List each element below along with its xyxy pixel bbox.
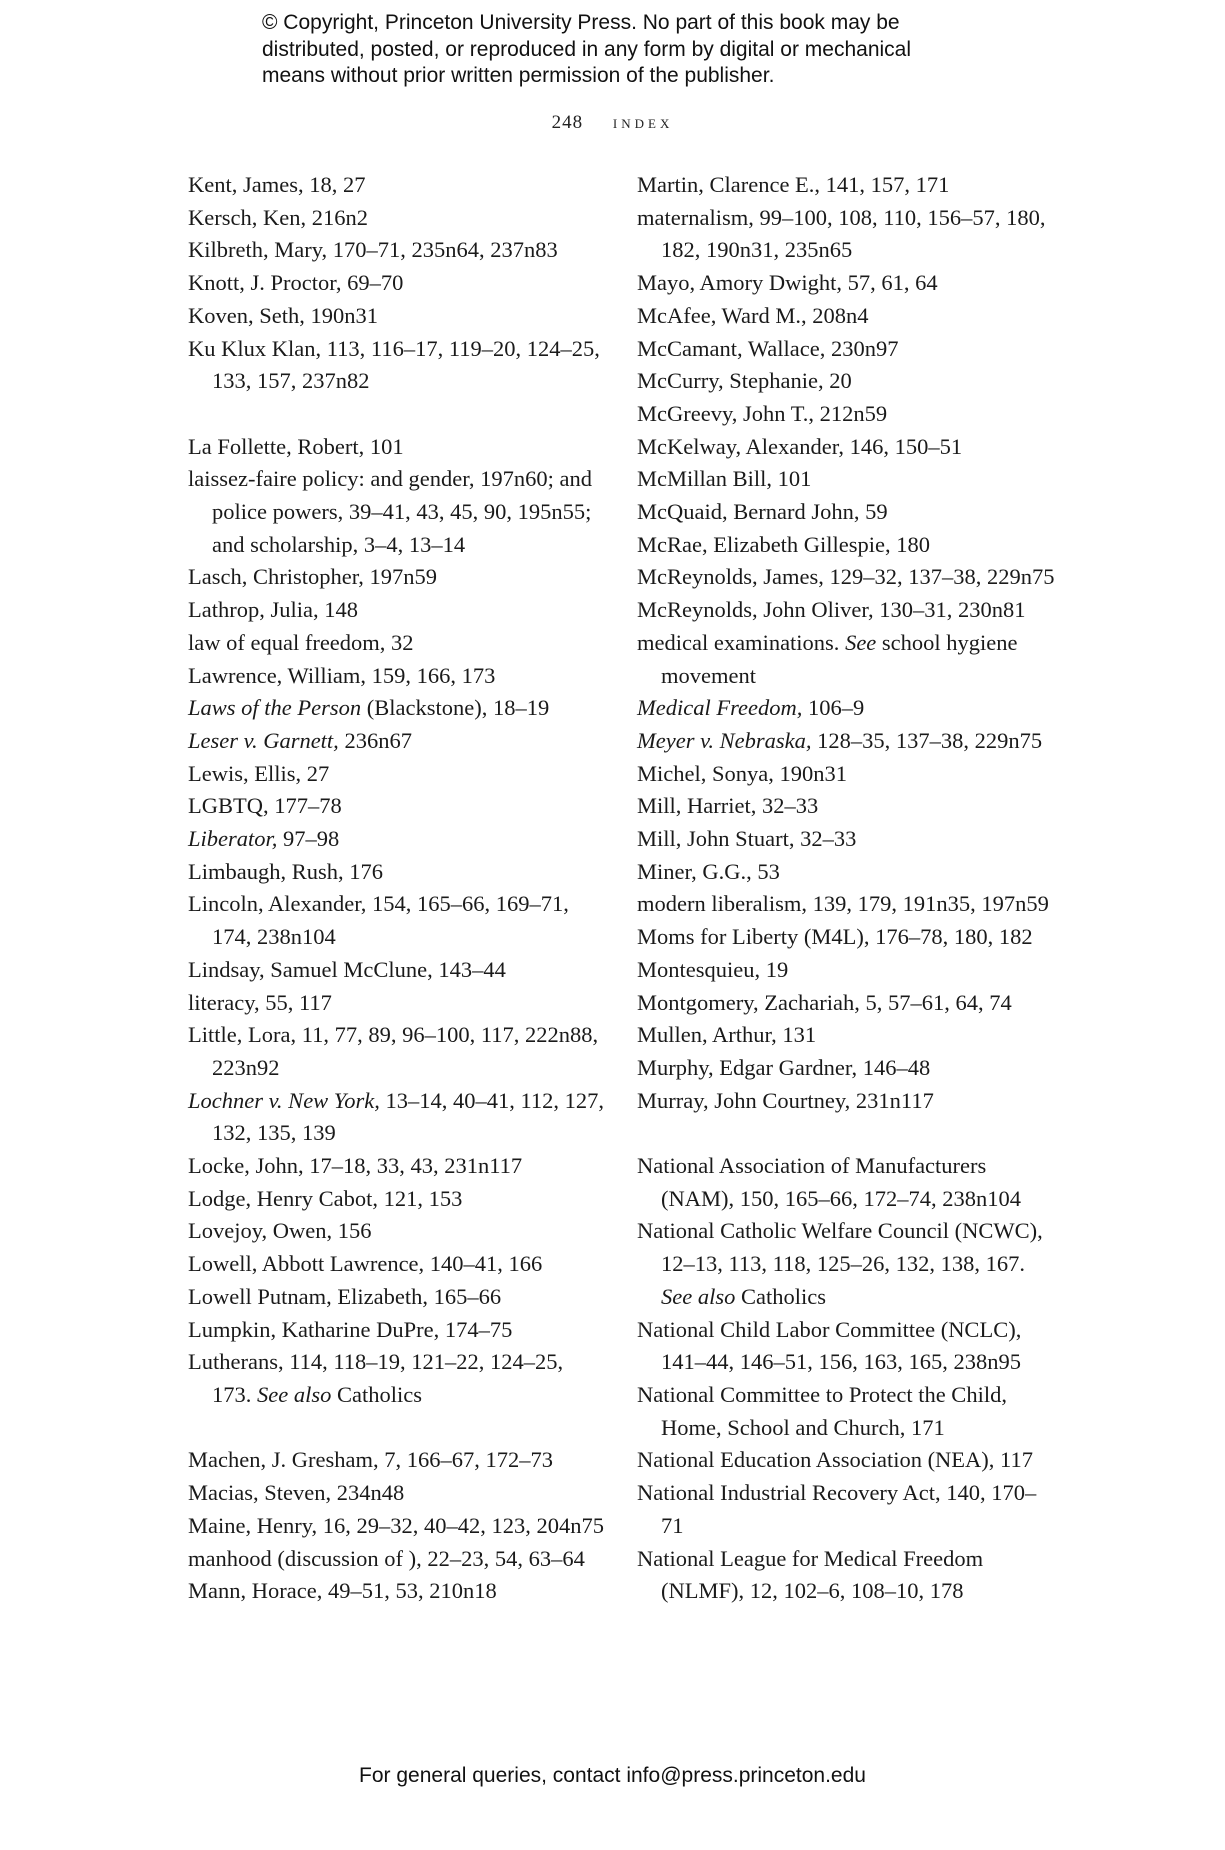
index-entry-text: Lumpkin, Katharine DuPre, 174–75 — [188, 1316, 513, 1342]
index-entry — [637, 1215, 1057, 1313]
index-entry-text: Lasch, Christopher, 197n59 — [188, 564, 438, 590]
index-column-right — [637, 169, 1057, 1608]
index-entry — [637, 921, 1057, 954]
index-entry — [188, 1281, 608, 1314]
index-entry-text: modern liberalism, 139, 179, 191n35, 197n59 — [637, 891, 1049, 917]
index-entry-text: McCamant, Wallace, 230n97 — [637, 335, 899, 361]
index-column-left — [188, 169, 608, 1608]
index-entry — [637, 561, 1057, 594]
index-entry-text: literacy, 55, 117 — [188, 989, 332, 1015]
index-entry-italic: See also — [257, 1382, 332, 1407]
index-entry-text: National Education Association (NEA), 117 — [637, 1447, 1033, 1473]
index-entry — [637, 300, 1057, 333]
index-entry-text: Locke, John, 17–18, 33, 43, 231n117 — [188, 1153, 523, 1179]
index-entry-italic: Medical Freedom, — [637, 695, 803, 721]
index-entry-text: law of equal freedom, 32 — [188, 629, 414, 655]
letter-group-gap — [188, 398, 608, 431]
index-entry-text: medical examinations. — [637, 629, 846, 655]
index-entry — [188, 594, 608, 627]
index-entry-text: McReynolds, James, 129–32, 137–38, 229n75 — [637, 564, 1055, 590]
index-entry — [188, 300, 608, 333]
index-entry-text: Lindsay, Samuel McClune, 143–44 — [188, 956, 506, 982]
index-entry-text: Lawrence, William, 159, 166, 173 — [188, 662, 496, 688]
index-entry-text: 128–35, 137–38, 229n75 — [811, 727, 1043, 753]
copyright-line-1: © Copyright, Princeton University Press. No part of this book may be — [262, 11, 900, 34]
index-entry — [188, 1183, 608, 1216]
index-entry — [637, 1543, 1057, 1608]
section-title: index — [612, 112, 674, 133]
index-entry — [637, 1052, 1057, 1085]
index-entry-text: Murray, John Courtney, 231n117 — [637, 1087, 934, 1113]
index-entry — [188, 463, 608, 561]
index-entry-text: McQuaid, Bernard John, 59 — [637, 499, 888, 525]
index-entry-italic: Leser v. Garnett, — [188, 727, 339, 753]
index-entry — [188, 1085, 608, 1150]
index-entry — [637, 1379, 1057, 1444]
index-entry — [637, 202, 1057, 267]
index-entry — [188, 1346, 608, 1411]
index-entry — [188, 823, 608, 856]
index-entry-text: Knott, J. Proctor, 69–70 — [188, 270, 404, 296]
index-entry — [188, 660, 608, 693]
index-entry — [188, 1444, 608, 1477]
index-entry — [637, 725, 1057, 758]
index-entry — [188, 1575, 608, 1608]
index-entry — [637, 758, 1057, 791]
index-entry — [188, 333, 608, 398]
index-entry — [637, 954, 1057, 987]
index-entry — [188, 1248, 608, 1281]
index-entry — [637, 267, 1057, 300]
index-entry-text: Lowell, Abbott Lawrence, 140–41, 166 — [188, 1251, 543, 1277]
index-entry — [637, 823, 1057, 856]
page-number: 248 — [551, 112, 584, 133]
index-entry-text: Montgomery, Zachariah, 5, 57–61, 64, 74 — [637, 989, 1012, 1015]
index-entry-text: Koven, Seth, 190n31 — [188, 302, 378, 328]
index-entry — [637, 529, 1057, 562]
index-entry — [637, 1085, 1057, 1118]
index-entry-text: Lodge, Henry Cabot, 121, 153 — [188, 1185, 463, 1211]
index-entry — [637, 856, 1057, 889]
index-entry — [188, 1019, 608, 1084]
index-entry — [637, 1019, 1057, 1052]
index-entry-text: National Committee to Protect the Child, Home, School and Church, 171 — [637, 1382, 1007, 1440]
index-entry-text: McRae, Elizabeth Gillespie, 180 — [637, 531, 931, 557]
index-entry-text: LGBTQ, 177–78 — [188, 793, 342, 819]
index-entry — [188, 1215, 608, 1248]
index-entry — [637, 398, 1057, 431]
index-entry — [637, 333, 1057, 366]
index-entry — [637, 790, 1057, 823]
index-entry-text: Lewis, Ellis, 27 — [188, 760, 330, 786]
index-entry — [637, 1477, 1057, 1542]
index-entry — [188, 1477, 608, 1510]
index-entry-text: National Industrial Recovery Act, 140, 170–71 — [637, 1480, 1037, 1538]
index-entry-text: Kersch, Ken, 216n2 — [188, 204, 368, 230]
index-entry-text: maternalism, 99–100, 108, 110, 156–57, 180, 182, 190n31, 235n65 — [637, 204, 1046, 263]
index-entry-text: McCurry, Stephanie, 20 — [637, 368, 852, 394]
index-entry — [637, 692, 1057, 725]
copyright-notice — [262, 10, 1002, 90]
index-entry-text: Lincoln, Alexander, 154, 165–66, 169–71, 174, 238n104 — [188, 891, 569, 950]
index-entry-text: Little, Lora, 11, 77, 89, 96–100, 117, 222n88, 223n92 — [188, 1022, 599, 1080]
index-entry-text: Kilbreth, Mary, 170–71, 235n64, 237n83 — [188, 237, 558, 263]
index-entry-text: McAfee, Ward M., 208n4 — [637, 302, 869, 328]
index-entry — [637, 1314, 1057, 1379]
index-entry — [188, 627, 608, 660]
index-entry — [188, 202, 608, 235]
running-head — [0, 112, 1225, 134]
index-entry-text: Martin, Clarence E., 141, 157, 171 — [637, 172, 950, 197]
index-entry — [188, 987, 608, 1020]
index-entry — [637, 365, 1057, 398]
index-entry-text: school hygiene movement — [661, 629, 1018, 688]
index-entry-text: Mill, Harriet, 32–33 — [637, 793, 819, 819]
index-entry — [188, 1314, 608, 1347]
index-entry — [188, 1510, 608, 1543]
index-entry-text: Lowell Putnam, Elizabeth, 165–66 — [188, 1283, 502, 1309]
index-entry-text: McGreevy, John T., 212n59 — [637, 400, 888, 426]
index-entry-text: Mullen, Arthur, 131 — [637, 1022, 817, 1048]
index-entry — [637, 496, 1057, 529]
index-entry-text: Mann, Horace, 49–51, 53, 210n18 — [188, 1578, 497, 1604]
index-entry — [637, 169, 1057, 202]
index-entry — [188, 790, 608, 823]
index-entry-text: Moms for Liberty (M4L), 176–78, 180, 182 — [637, 924, 1033, 950]
index-entry-text: National Child Labor Committee (NCLC), 141–44, 146–51, 156, 163, 165, 238n95 — [637, 1316, 1022, 1375]
index-entry — [188, 856, 608, 889]
index-entry — [188, 692, 608, 725]
index-entry — [188, 561, 608, 594]
index-entry-italic: Meyer v. Nebraska, — [637, 727, 812, 753]
index-entry — [188, 888, 608, 953]
index-entry — [637, 463, 1057, 496]
index-entry — [637, 594, 1057, 627]
index-entry-text: National Association of Manufacturers (NAM), 150, 165–66, 172–74, 238n104 — [637, 1153, 1021, 1211]
index-entry-text: Ku Klux Klan, 113, 116–17, 119–20, 124–25, 133, 157, 237n82 — [188, 335, 600, 394]
index-entry — [637, 987, 1057, 1020]
index-entry — [188, 1543, 608, 1576]
index-entry-text: Lathrop, Julia, 148 — [188, 597, 358, 623]
index-entry-text: Murphy, Edgar Gardner, 146–48 — [637, 1054, 931, 1080]
letter-group-gap — [188, 1412, 608, 1445]
index-entry-text: (Blackstone), 18–19 — [361, 695, 550, 721]
index-entry — [637, 888, 1057, 921]
index-entry-text: Kent, James, 18, 27 — [188, 172, 366, 197]
index-entry-text: Catholics — [331, 1382, 422, 1407]
index-entry-text: Michel, Sonya, 190n31 — [637, 760, 847, 786]
index-entry — [188, 758, 608, 791]
index-entry — [188, 234, 608, 267]
index-entry-text: McMillan Bill, 101 — [637, 466, 812, 492]
index-entry-italic: See also — [661, 1283, 736, 1309]
index-entry-text: Limbaugh, Rush, 176 — [188, 858, 383, 884]
index-entry — [637, 1150, 1057, 1215]
index-entry — [188, 725, 608, 758]
index-entry-text: Montesquieu, 19 — [637, 956, 789, 982]
index-entry-text: Catholics — [735, 1283, 826, 1309]
index-entry — [637, 627, 1057, 692]
index-entry-text: Miner, G.G., 53 — [637, 858, 780, 884]
index-entry-text: Lutherans, 114, 118–19, 121–22, 124–25, 173. — [188, 1349, 564, 1407]
index-entry-italic: Laws of the Person — [188, 695, 362, 721]
index-entry-text: 106–9 — [802, 695, 865, 721]
index-entry-text: National League for Medical Freedom (NLMF), 12, 102–6, 108–10, 178 — [637, 1545, 984, 1604]
footer-contact: For general queries, contact info@press.princeton.edu — [359, 1764, 866, 1787]
index-entry-text: laissez-faire policy: and gender, 197n60; and police powers, 39–41, 43, 45, 90, 195n55; and scholarship, 3–4, 13–14 — [188, 466, 592, 557]
index-entry-text: manhood (discussion of ), 22–23, 54, 63–64 — [188, 1545, 585, 1571]
index-entry-text: Mill, John Stuart, 32–33 — [637, 826, 857, 852]
index-entry-text: Mayo, Amory Dwight, 57, 61, 64 — [637, 270, 938, 296]
copyright-line-3: means without prior written permission of the publisher. — [262, 64, 775, 87]
index-entry-text: Lovejoy, Owen, 156 — [188, 1218, 372, 1244]
index-entry-text: Macias, Steven, 234n48 — [188, 1480, 405, 1506]
index-entry — [637, 1444, 1057, 1477]
index-entry — [188, 169, 608, 202]
index-entry-text: 236n67 — [338, 727, 412, 753]
index-entry-text: 13–14, 40–41, 112, 127, 132, 135, 139 — [212, 1087, 605, 1146]
index-entry-text: National Catholic Welfare Council (NCWC), 12–13, 113, 118, 125–26, 132, 138, 167. — [637, 1218, 1043, 1277]
index-entry-italic: See — [845, 629, 877, 655]
index-entry-text: McReynolds, John Oliver, 130–31, 230n81 — [637, 597, 1026, 623]
index-entry — [188, 431, 608, 464]
index-entry-text: McKelway, Alexander, 146, 150–51 — [637, 433, 963, 459]
index-entry-text: Maine, Henry, 16, 29–32, 40–42, 123, 204n75 — [188, 1512, 604, 1538]
index-entry-italic: Liberator, — [188, 826, 278, 852]
index-entry — [637, 431, 1057, 464]
index-entry-italic: Lochner v. New York, — [188, 1087, 380, 1113]
letter-group-gap — [637, 1117, 1057, 1150]
index-entry — [188, 267, 608, 300]
index-entry-text: 97–98 — [277, 826, 340, 852]
copyright-line-2: distributed, posted, or reproduced in any form by digital or mechanical — [262, 37, 912, 61]
index-entry — [188, 954, 608, 987]
index-entry-text: La Follette, Robert, 101 — [188, 433, 404, 459]
index-entry-text: Machen, J. Gresham, 7, 166–67, 172–73 — [188, 1447, 553, 1473]
index-entry — [188, 1150, 608, 1183]
